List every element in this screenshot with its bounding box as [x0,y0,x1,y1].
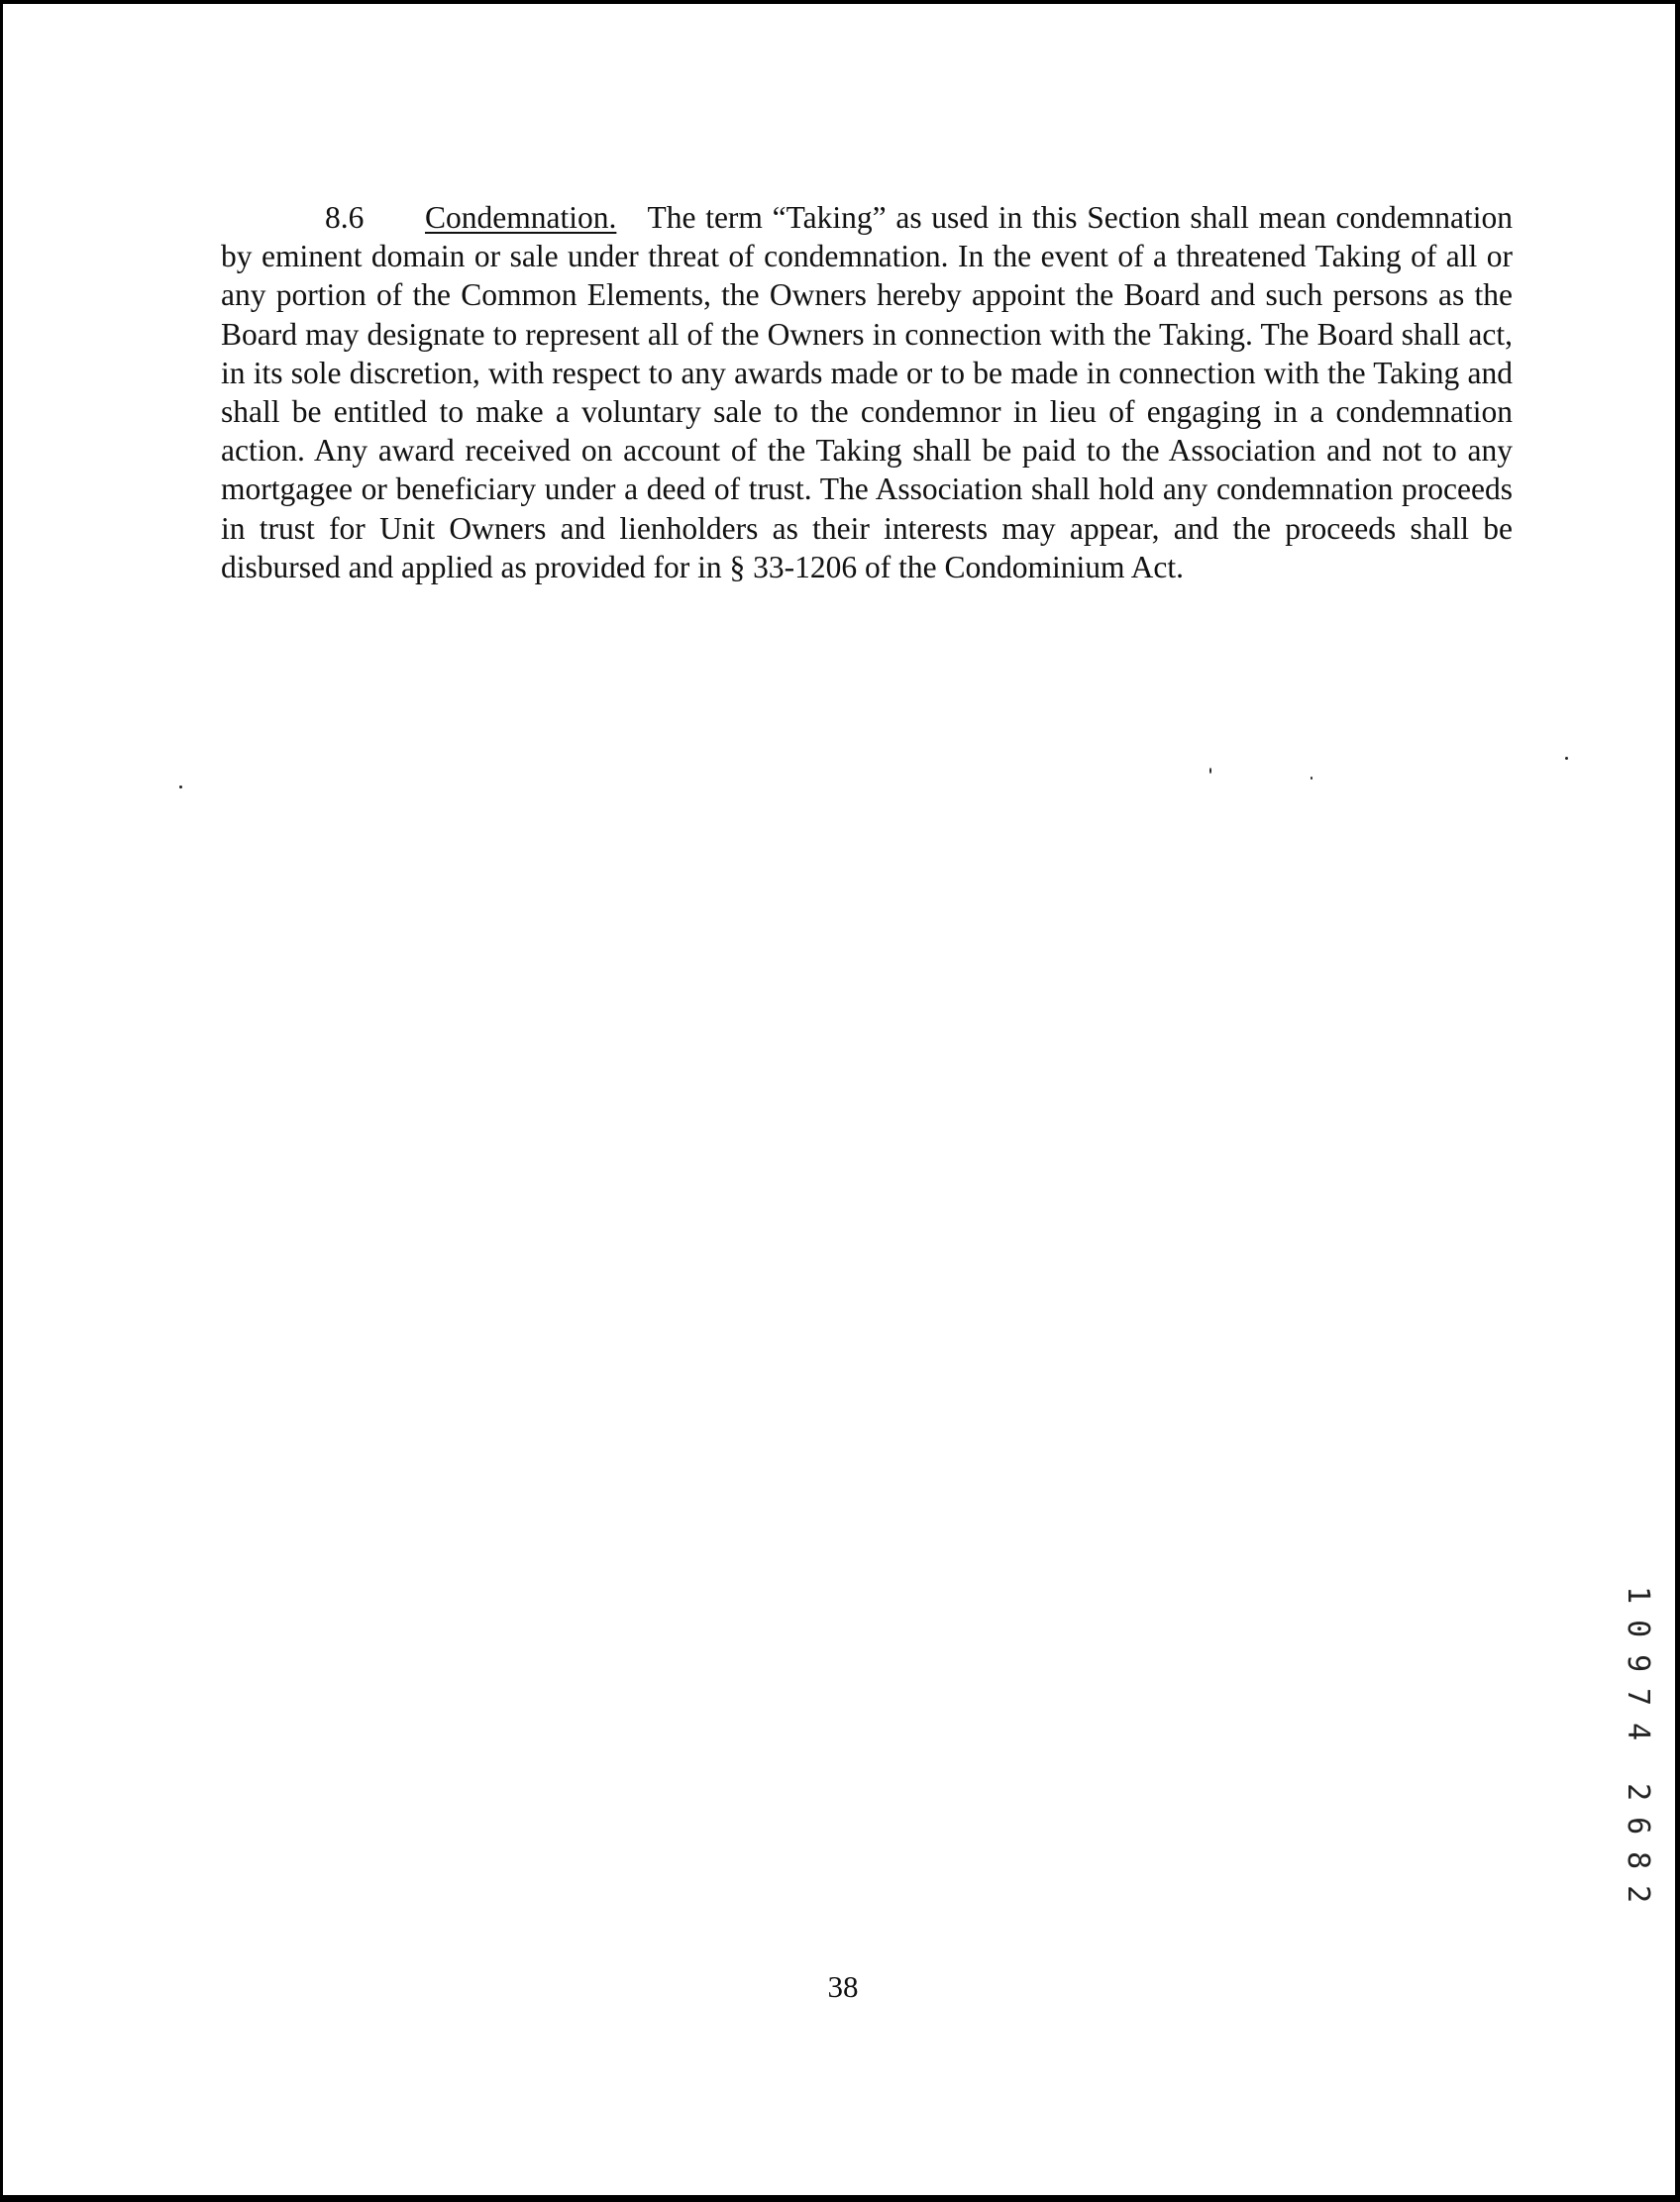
stamp-digit: 6 [1621,1817,1656,1835]
section-number: 8.6 [325,200,365,235]
section-body: The term “Taking” as used in this Section shall mean condemnation by eminent domain or sale under threat of condemnation. In the event of a threatened Taking of all or any portion of the Common Elements, the Owners hereby appoint the Board and such persons as the Board may designate to represent all of the Owners in connection with the Taking. The Board shall act, in its sole discretion, with respect to any awards made or to be made in connection with the Taking and shall be entitled to make a voluntary sale to the condemnor in lieu of engaging in a condemnation action. Any award received on account of the Taking shall be paid to the Association and not to any mortgagee or beneficiary under a deed of trust. The Association shall hold any condemnation proceeds in trust for Unit Owners and lienholders as their interests may appear, and the proceeds shall be disbursed and applied as provided for in § 33-1206 of the Condominium Act. [221,200,1513,584]
stamp-digit: 8 [1621,1851,1656,1870]
scan-speck [1209,768,1211,774]
page-number: 38 [827,1969,859,2004]
bates-stamp [1621,1578,1656,1912]
stamp-digit: 0 [1621,1620,1656,1638]
scan-speck [179,786,182,788]
stamp-digit: 4 [1621,1722,1656,1740]
section-heading: Condemnation. [425,200,617,235]
scan-speck [1311,777,1312,780]
stamp-gap [1625,1748,1650,1775]
scan-speck [1565,757,1568,760]
stamp-digit: 9 [1621,1653,1656,1673]
section-8-6 [221,198,1513,586]
stamp-digit: 2 [1621,1885,1656,1904]
stamp-digit: 1 [1621,1586,1656,1605]
stamp-digit: 7 [1621,1688,1656,1707]
stamp-digit: 2 [1621,1783,1656,1802]
